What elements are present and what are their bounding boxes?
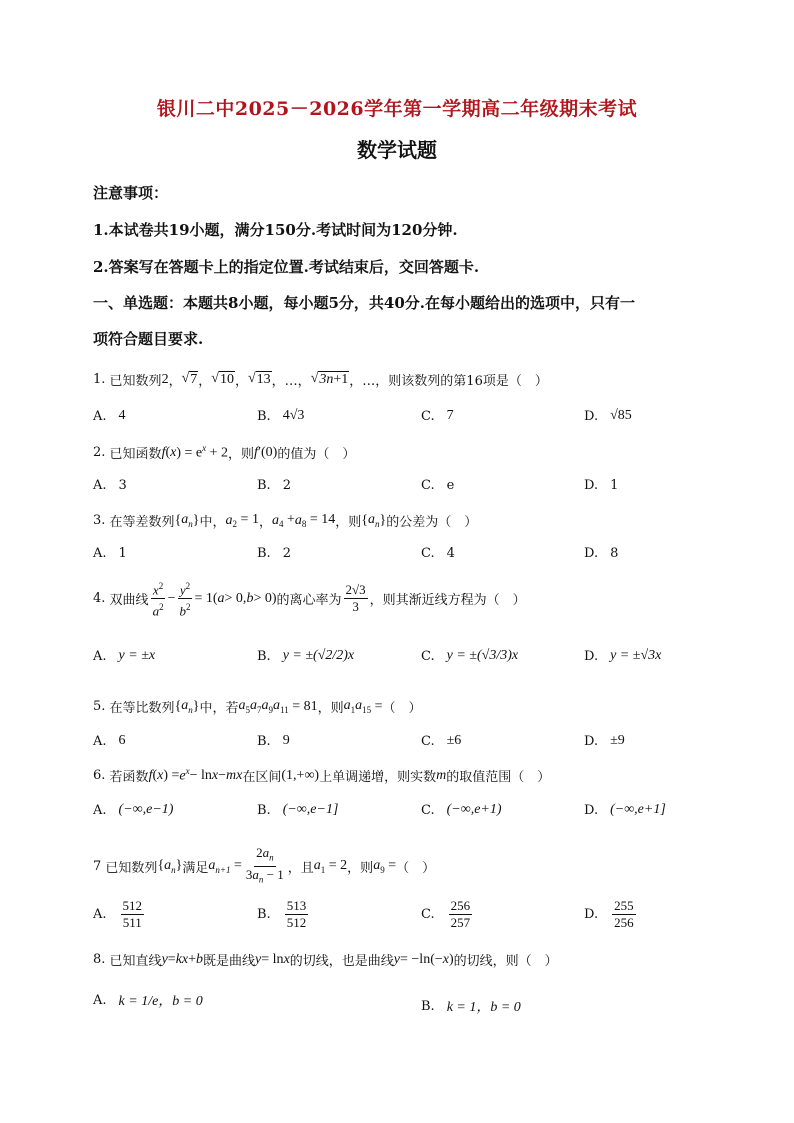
option-d[interactable] (584, 802, 666, 818)
text-segment: 7 (93, 858, 102, 874)
text-segment: B. (257, 907, 271, 922)
text-segment: A. (93, 907, 107, 922)
text-segment: B. (257, 802, 271, 818)
text-segment: 256 (614, 915, 634, 930)
text-segment: y = ±(√3/3)x (446, 648, 519, 663)
option-c[interactable] (421, 802, 502, 818)
text-segment: 7 (446, 408, 454, 423)
text-segment: 5. (93, 699, 106, 714)
text-segment: D. (584, 648, 599, 664)
option-b[interactable] (257, 648, 354, 664)
text-segment: 3. (93, 513, 106, 528)
text-segment: ±9 (610, 733, 625, 748)
text-segment: ，则该数列的第16项是（ ） (375, 374, 548, 389)
text-segment: 2 (282, 478, 291, 493)
text-segment: B. (257, 408, 271, 424)
option-d[interactable] (584, 408, 632, 424)
text-segment: A. (93, 478, 107, 493)
text-segment: 513 (286, 898, 307, 913)
question-8: 8. 已知直线 y = kx + b 既是曲线 y = ln x 的切线，也是曲线 y = −ln(− x ) 的切线，则（ ） (93, 951, 558, 969)
text-segment: ，则 (347, 860, 374, 876)
text-segment: y = ±√3x (610, 648, 662, 663)
text-segment: (−∞,e−1) (118, 802, 174, 817)
option-b[interactable] (421, 996, 521, 1016)
text-segment: 在等比数列 (109, 701, 175, 716)
text-segment: D. (584, 546, 599, 561)
text-segment: 的切线，则（ ） (453, 954, 558, 969)
option-b[interactable] (257, 802, 338, 818)
option-b[interactable] (257, 478, 291, 493)
option-c[interactable] (421, 408, 454, 424)
text-segment: 中，若 (199, 701, 239, 716)
text-segment: 的取值范围（ ） (446, 770, 551, 785)
text-segment: 在等差数列 (109, 515, 175, 530)
text-segment: 1. (93, 372, 106, 387)
option-a[interactable] (93, 733, 126, 749)
text-segment: 512 (286, 915, 307, 930)
text-segment: 2 (282, 546, 291, 561)
text-segment: 257 (450, 915, 471, 930)
text-segment: C. (421, 478, 435, 493)
text-segment: 6. (93, 768, 106, 783)
option-a[interactable] (93, 478, 127, 493)
question-1: 1. 已知数列 2 ， √ 7 ， √ 10 ， √ 13 ，…， √ 3n+1 ，… ，则该数列的第16项是（ ） (93, 371, 548, 389)
text-segment: 512 (122, 898, 143, 913)
text-segment: 8. (93, 952, 106, 967)
option-a-value: k = 1/e，b = 0 (118, 994, 203, 1009)
text-segment: 既是曲线 (203, 954, 256, 969)
text-segment: D. (584, 733, 599, 749)
option-c[interactable] (421, 733, 461, 749)
text-segment: 在区间 (242, 770, 282, 785)
option-c[interactable] (421, 546, 455, 561)
text-segment: 4 (118, 408, 126, 423)
section-heading-cont: 项符合题目要求. (93, 330, 204, 348)
text-segment: 的离心率为 (276, 593, 342, 609)
text-segment: (−∞,e+1] (610, 802, 666, 817)
text-segment: A. (93, 733, 107, 749)
option-a[interactable] (93, 546, 127, 561)
text-segment: 1 (610, 478, 619, 493)
option-d[interactable] (584, 546, 618, 561)
text-segment: C. (421, 802, 435, 818)
text-segment: 3 (118, 478, 127, 493)
text-segment: 的切线，也是曲线 (289, 954, 394, 969)
text-segment: C. (421, 733, 435, 749)
text-segment: C. (421, 907, 435, 922)
note-item: 1.本试卷共19小题，满分150分.考试时间为120分钟. (93, 221, 458, 239)
text-segment: C. (421, 546, 435, 561)
text-segment: 若函数 (109, 770, 149, 785)
text-segment: 4 (446, 546, 455, 561)
text-segment: ，则其渐近线方程为（ ） (369, 593, 526, 609)
section-heading: 一、单选题：本题共8小题，每小题5分，共40分.在每小题给出的选项中，只有一 (93, 294, 635, 312)
text-segment: 511 (122, 915, 142, 930)
text-segment: C. (421, 648, 435, 664)
option-b[interactable] (257, 546, 291, 561)
text-segment: （ ） (396, 860, 436, 876)
option-c[interactable] (421, 898, 474, 931)
exam-title: 银川二中2025－2026学年第一学期高二年级期末考试 (156, 98, 638, 120)
text-segment: 8 (610, 546, 619, 561)
text-segment: ，则 (228, 447, 255, 462)
option-a[interactable] (93, 990, 203, 1010)
question-2: 2. 已知函数 f ( x ) = $e^x + 2$ ，则 f ′(0) 的值为（ ） (93, 443, 356, 462)
text-segment: (−∞,e−1] (282, 802, 339, 817)
notes-heading: 注意事项： (93, 184, 169, 202)
text-segment: 已知函数 (109, 447, 162, 462)
text-segment: A. (93, 408, 107, 424)
text-segment: 的值为（ ） (277, 447, 356, 462)
question-6: 6. 若函数 f ( x ) = $e^x$ − ln x − mx 在区间 (1,+∞) 上单调递增，则实数 m 的取值范围（ ） (93, 766, 551, 785)
text-segment: 上单调递增，则实数 (319, 770, 437, 785)
option-d[interactable] (584, 648, 661, 664)
text-segment: (−∞,e+1) (446, 802, 502, 817)
note-item: 2.答案写在答题卡上的指定位置.考试结束后，交回答题卡. (93, 258, 480, 276)
text-segment: k = 1，b = 0 (446, 1000, 521, 1015)
text-segment: 双曲线 (109, 593, 149, 609)
option-d[interactable] (584, 733, 625, 749)
text-segment: A. (93, 648, 107, 664)
text-segment: B. (421, 998, 435, 1014)
text-segment: B. (257, 478, 271, 493)
option-a[interactable] (93, 898, 146, 931)
text-segment: （ ） (382, 701, 422, 716)
text-segment: B. (257, 648, 271, 664)
option-a[interactable] (93, 802, 173, 818)
option-a[interactable] (93, 408, 126, 424)
text-segment: y = ±x (118, 648, 156, 663)
text-segment: 4. (93, 591, 106, 607)
option-b[interactable] (257, 898, 310, 931)
text-segment: 已知数列 (105, 860, 158, 876)
text-segment: 4√3 (282, 408, 305, 423)
text-segment: 已知直线 (109, 954, 162, 969)
text-segment: A. (93, 546, 107, 561)
text-segment: 满足 (182, 860, 209, 876)
question-5: 5. 在等比数列 { $a_n$ } 中，若 $a_5a_7a_9a_{11}$ = 81 ，则 $a_1a_{15}$ = （ ） (93, 698, 422, 716)
exam-subtitle: 数学试题 (357, 138, 437, 162)
text-segment: 的公差为（ ） (386, 515, 478, 530)
question-4: 4. 双曲线 $\frac{x^2}{a^2}$ − $\frac{y^2}{b^2}$ = 1( a > 0, b > 0) 的离心率为 $\frac{2√3}{3}$ ，则其渐近线方程为（ ） (93, 578, 526, 620)
text-segment: A. (93, 802, 107, 818)
text-segment: C. (421, 408, 435, 424)
option-c[interactable] (421, 478, 454, 493)
text-segment: D. (584, 802, 599, 818)
text-segment: A. (93, 992, 107, 1008)
text-segment: √85 (610, 408, 632, 423)
option-a[interactable] (93, 648, 155, 664)
text-segment: B. (257, 546, 271, 561)
question-7: 7 已知数列 { $a_n$ } 满足 $a_{n+1}$ = $\frac{2a_n}{3a_n - 1}$ ，且 a $_1$ = 2 ，则 a $_9$ = （ ） (93, 845, 436, 885)
text-segment: D. (584, 907, 599, 922)
text-segment: 1 (118, 546, 127, 561)
text-segment: B. (257, 733, 271, 749)
option-d[interactable] (584, 478, 618, 493)
text-segment: ，则 (335, 515, 362, 530)
text-segment: e (446, 478, 455, 493)
question-3: 3. 在等差数列 { $a_n$ } 中， a $_2$ = 1 ， a $_4$ + a $_8$ = 14 ，则 { $a_n$ } 的公差为（ ） (93, 512, 478, 530)
text-segment: D. (584, 408, 599, 424)
text-segment: ，且 (287, 860, 314, 876)
text-segment: 256 (450, 898, 471, 913)
text-segment: 9 (282, 733, 290, 748)
text-segment: 已知数列 (109, 374, 162, 389)
text-segment: 6 (118, 733, 126, 748)
option-d[interactable] (584, 898, 638, 931)
option-b[interactable] (257, 408, 304, 424)
text-segment: 2. (93, 445, 106, 460)
option-c[interactable] (421, 648, 518, 664)
text-segment: y = ±(√2/2)x (282, 648, 355, 663)
text-segment: ，则 (317, 701, 344, 716)
text-segment: 255 (614, 898, 634, 913)
text-segment: 中， (199, 515, 226, 530)
text-segment: ±6 (446, 733, 462, 748)
option-b[interactable] (257, 733, 290, 749)
text-segment: D. (584, 478, 599, 493)
